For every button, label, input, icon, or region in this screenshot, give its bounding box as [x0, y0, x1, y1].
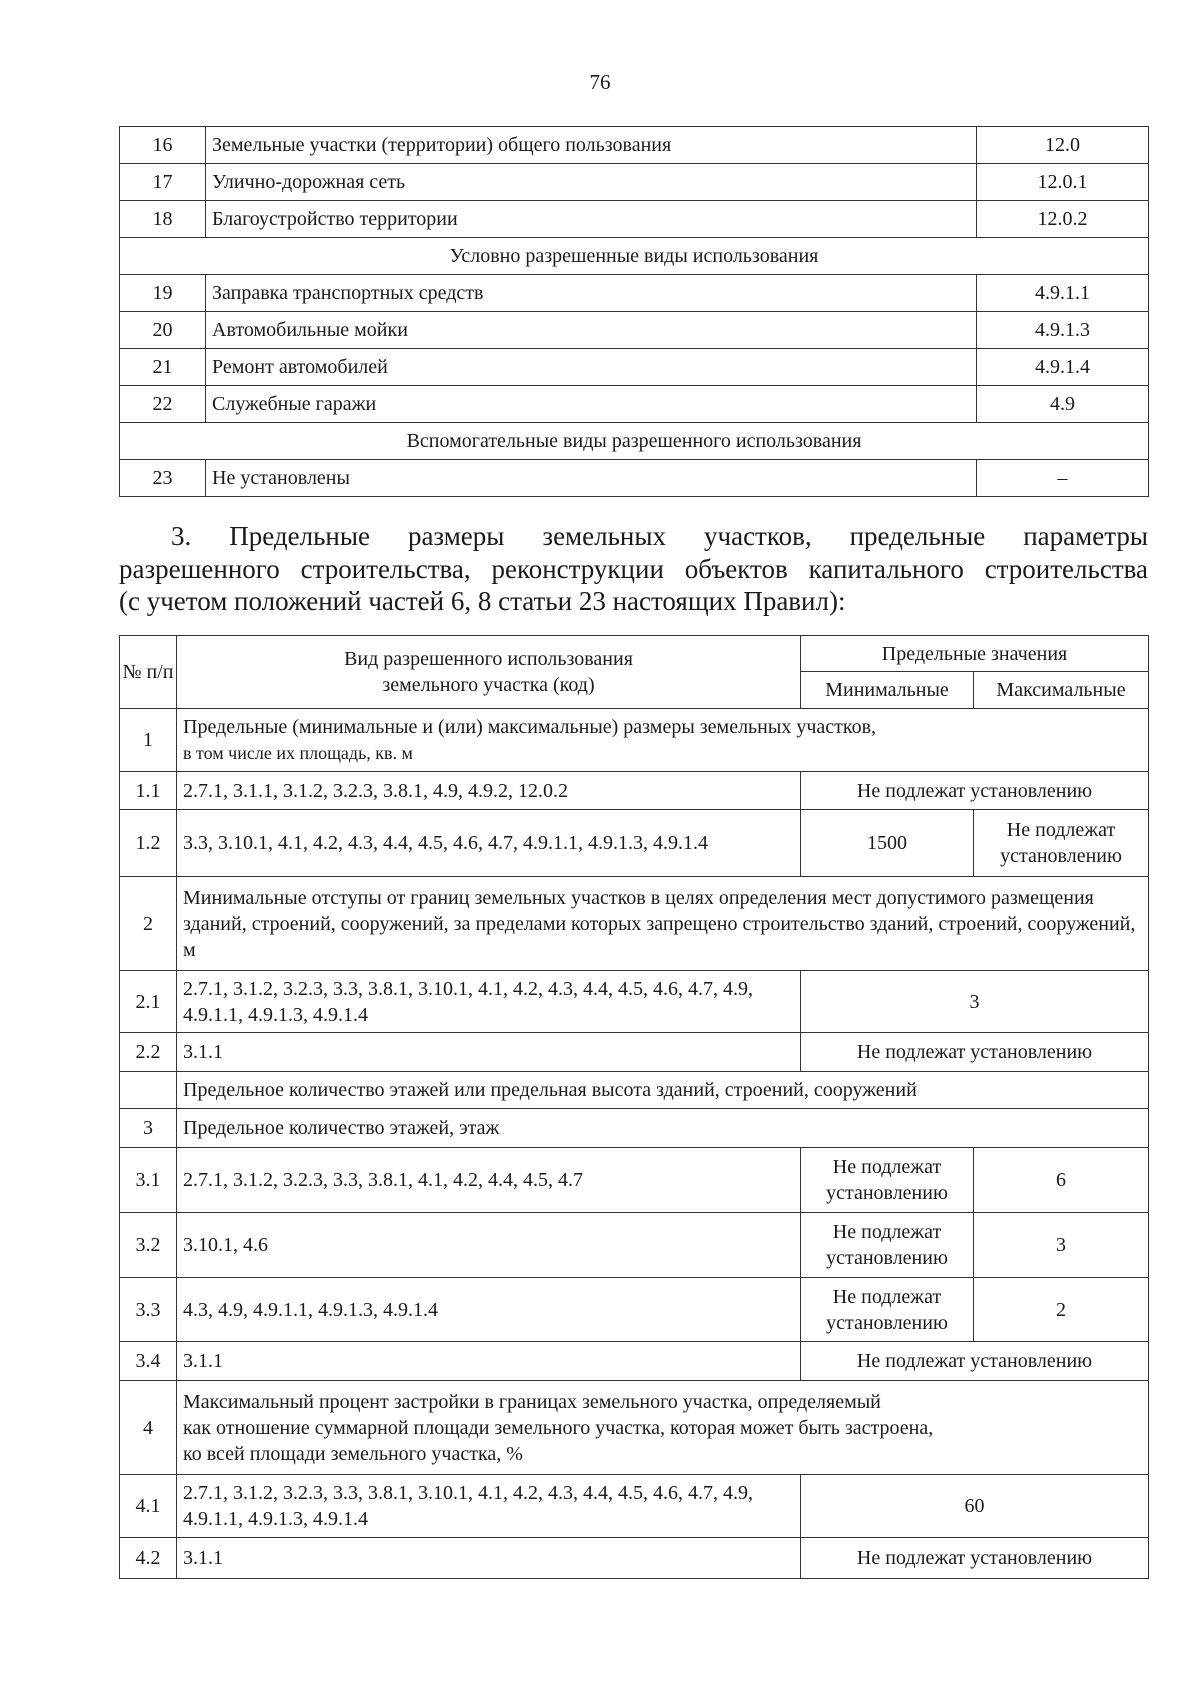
use-name: Служебные гаражи	[206, 386, 977, 423]
table-row	[120, 386, 1149, 423]
row-number: 2.1	[120, 971, 177, 1033]
use-code: 4.9.1.1	[977, 275, 1149, 312]
section-3-paragraph	[119, 520, 1148, 618]
table-row	[120, 1109, 1149, 1148]
use-name: Ремонт автомобилей	[206, 349, 977, 386]
table-row	[120, 772, 1149, 810]
min-value: Не подлежат установлению	[801, 1213, 974, 1278]
table-row	[120, 1278, 1149, 1342]
paragraph-line: 3. Предельные размеры земельных участков, предельные параметры	[171, 521, 1148, 551]
use-code: –	[977, 460, 1149, 497]
row-text-line: Максимальный процент застройки в границах земельного участка, определяемый	[183, 1390, 881, 1413]
value: Не подлежат установлению	[801, 1342, 1149, 1381]
row-number: 4.1	[120, 1475, 177, 1538]
use-code: 4.9	[977, 386, 1149, 423]
row-number: 3	[120, 1109, 177, 1148]
codes: 2.7.1, 3.1.1, 3.1.2, 3.2.3, 3.8.1, 4.9, 4.9.2, 12.0.2	[177, 772, 801, 810]
paragraph-line: разрешенного строительства, реконструкции объектов капитального строительства	[119, 553, 1148, 584]
header-row	[120, 636, 1149, 672]
table-row	[120, 810, 1149, 877]
row-text	[177, 1381, 1149, 1475]
row-number: 1.1	[120, 772, 177, 810]
table-row	[120, 1475, 1149, 1538]
table-row	[120, 877, 1149, 971]
table-row	[120, 201, 1149, 238]
max-value: 6	[974, 1148, 1149, 1213]
row-number: 4.2	[120, 1538, 177, 1579]
use-name: Заправка транспортных средств	[206, 275, 977, 312]
row-number: 3.2	[120, 1213, 177, 1278]
table-row	[120, 1148, 1149, 1213]
use-code: 12.0.2	[977, 201, 1149, 238]
empty-cell	[120, 1072, 177, 1109]
use-name: Улично-дорожная сеть	[206, 164, 977, 201]
table-row	[120, 349, 1149, 386]
codes: 4.3, 4.9, 4.9.1.1, 4.9.1.3, 4.9.1.4	[177, 1278, 801, 1342]
header-max: Максимальные	[974, 672, 1149, 709]
table-row	[120, 127, 1149, 164]
row-text	[177, 709, 1149, 772]
row-text: Предельное количество этажей, этаж	[177, 1109, 1149, 1148]
table-row	[120, 1033, 1149, 1072]
table-row	[120, 1342, 1149, 1381]
paragraph-line: (с учетом положений частей 6, 8 статьи 23 настоящих Правил):	[119, 586, 846, 616]
row-text-line: Предельные (минимальные и (или) максимальные) размеры земельных участков,	[183, 716, 877, 738]
min-value: 1500	[801, 810, 974, 877]
header-min: Минимальные	[801, 672, 974, 709]
row-number: 22	[120, 386, 206, 423]
row-number: 4	[120, 1381, 177, 1475]
value: Не подлежат установлению	[801, 1538, 1149, 1579]
min-value: Не подлежат установлению	[801, 1278, 974, 1342]
table-row	[120, 275, 1149, 312]
codes: 2.7.1, 3.1.2, 3.2.3, 3.3, 3.8.1, 3.10.1, 4.1, 4.2, 4.3, 4.4, 4.5, 4.6, 4.7, 4.9, 4.9.1.1, 4.9.1.3, 4.9.1.4	[177, 971, 801, 1033]
min-value: Не подлежат установлению	[801, 1148, 974, 1213]
section-row	[120, 423, 1149, 460]
table-row	[120, 312, 1149, 349]
table-row	[120, 1213, 1149, 1278]
page-number: 76	[589, 70, 611, 94]
row-number: 20	[120, 312, 206, 349]
row-number: 21	[120, 349, 206, 386]
section-row	[120, 238, 1149, 275]
row-number: 3.1	[120, 1148, 177, 1213]
header-number: № п/п	[120, 636, 177, 709]
table-row	[120, 709, 1149, 772]
section-heading-conditional: Условно разрешенные виды использования	[120, 238, 1149, 275]
row-number: 17	[120, 164, 206, 201]
section-heading-auxiliary: Вспомогательные виды разрешенного использования	[120, 423, 1149, 460]
use-name: Автомобильные мойки	[206, 312, 977, 349]
codes: 3.1.1	[177, 1538, 801, 1579]
row-number: 19	[120, 275, 206, 312]
header-kind: Вид разрешенного использования земельного участка (код)	[177, 636, 801, 709]
row-number: 3.4	[120, 1342, 177, 1381]
max-value: Не подлежат установлению	[974, 810, 1149, 877]
permitted-uses-table	[119, 126, 1149, 497]
row-number: 23	[120, 460, 206, 497]
limit-parameters-table	[119, 635, 1149, 1579]
codes: 3.10.1, 4.6	[177, 1213, 801, 1278]
row-number: 2.2	[120, 1033, 177, 1072]
codes: 3.3, 3.10.1, 4.1, 4.2, 4.3, 4.4, 4.5, 4.6, 4.7, 4.9.1.1, 4.9.1.3, 4.9.1.4	[177, 810, 801, 877]
codes: 3.1.1	[177, 1033, 801, 1072]
table-row	[120, 971, 1149, 1033]
row-text-line: как отношение суммарной площади земельного участка, которая может быть застроена,	[183, 1416, 934, 1439]
table-row	[120, 164, 1149, 201]
header-limits: Предельные значения	[801, 636, 1149, 672]
row-text-line: ко всей площади земельного участка, %	[183, 1442, 523, 1465]
row-text-line: в том числе их площадь, кв. м	[183, 743, 413, 763]
table-row	[120, 1381, 1149, 1475]
max-value: 2	[974, 1278, 1149, 1342]
codes: 3.1.1	[177, 1342, 801, 1381]
use-code: 4.9.1.3	[977, 312, 1149, 349]
value: Не подлежат установлению	[801, 1033, 1149, 1072]
use-name: Благоустройство территории	[206, 201, 977, 238]
table-row	[120, 1072, 1149, 1109]
row-number: 3.3	[120, 1278, 177, 1342]
use-code: 12.0	[977, 127, 1149, 164]
row-number: 18	[120, 201, 206, 238]
max-value: 3	[974, 1213, 1149, 1278]
codes: 2.7.1, 3.1.2, 3.2.3, 3.3, 3.8.1, 3.10.1, 4.1, 4.2, 4.3, 4.4, 4.5, 4.6, 4.7, 4.9, 4.9.1.1, 4.9.1.3, 4.9.1.4	[177, 1475, 801, 1538]
value: 60	[801, 1475, 1149, 1538]
use-name: Земельные участки (территории) общего пользования	[206, 127, 977, 164]
row-number: 1.2	[120, 810, 177, 877]
use-code: 12.0.1	[977, 164, 1149, 201]
row-number: 1	[120, 709, 177, 772]
value: Не подлежат установлению	[801, 772, 1149, 810]
table-row	[120, 1538, 1149, 1579]
value: 3	[801, 971, 1149, 1033]
row-text: Минимальные отступы от границ земельных участков в целях определения мест допустимого размещения зданий, строений, сооружений, за пределами которых запрещено строительство зданий, строений, сооружений, м	[177, 877, 1149, 971]
row-number: 16	[120, 127, 206, 164]
use-name: Не установлены	[206, 460, 977, 497]
use-code: 4.9.1.4	[977, 349, 1149, 386]
codes: 2.7.1, 3.1.2, 3.2.3, 3.3, 3.8.1, 4.1, 4.2, 4.4, 4.5, 4.7	[177, 1148, 801, 1213]
row-number: 2	[120, 877, 177, 971]
floors-heading: Предельное количество этажей или предельная высота зданий, строений, сооружений	[177, 1072, 1149, 1109]
table-row	[120, 460, 1149, 497]
